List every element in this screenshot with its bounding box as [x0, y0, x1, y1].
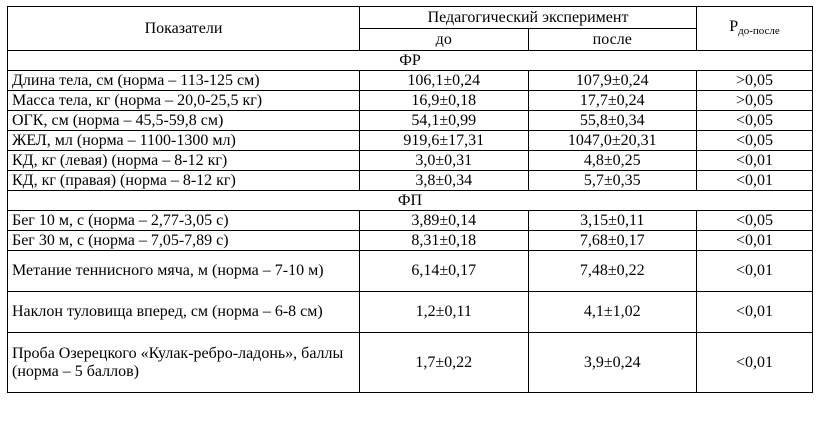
row-after: 4,1±1,02: [528, 292, 697, 333]
row-before: 106,1±0,24: [360, 71, 529, 91]
row-name: Метание теннисного мяча, м (норма – 7-10 м): [8, 251, 360, 292]
row-name: Масса тела, кг (норма – 20,0-25,5 кг): [8, 91, 360, 111]
row-before: 3,8±0,34: [360, 171, 529, 191]
header-p-sub: до-после: [738, 24, 780, 37]
row-after: 3,9±0,24: [528, 333, 697, 393]
row-name: Бег 30 м, с (норма – 7,05-7,89 с): [8, 231, 360, 251]
table-row: [8, 151, 813, 171]
row-name: Проба Озерецкого «Кулак-ребро-ладонь», баллы (норма – 5 баллов): [8, 333, 360, 393]
section-title-fr: ФР: [8, 51, 813, 71]
row-p: <0,05: [697, 211, 813, 231]
row-name: КД, кг (правая) (норма – 8-12 кг): [8, 171, 360, 191]
results-table-container: [7, 6, 813, 393]
row-after: 55,8±0,34: [528, 111, 697, 131]
table-row: [8, 231, 813, 251]
table-row: [8, 251, 813, 292]
row-p: <0,05: [697, 131, 813, 151]
table-row: [8, 171, 813, 191]
row-before: 1,7±0,22: [360, 333, 529, 393]
table-row: [8, 211, 813, 231]
row-before: 8,31±0,18: [360, 231, 529, 251]
header-experiment: Педагогический эксперимент: [360, 7, 697, 29]
row-before: 919,6±17,31: [360, 131, 529, 151]
row-p: <0,05: [697, 111, 813, 131]
row-before: 1,2±0,11: [360, 292, 529, 333]
header-indicators: Показатели: [8, 7, 360, 51]
header-p-main: P: [729, 17, 739, 35]
table-row: [8, 333, 813, 393]
row-after: 4,8±0,25: [528, 151, 697, 171]
row-name: Бег 10 м, с (норма – 2,77-3,05 с): [8, 211, 360, 231]
row-after: 3,15±0,11: [528, 211, 697, 231]
row-after: 107,9±0,24: [528, 71, 697, 91]
table-row: [8, 131, 813, 151]
row-p: <0,01: [697, 231, 813, 251]
row-p: <0,01: [697, 333, 813, 393]
row-after: 5,7±0,35: [528, 171, 697, 191]
table-row: [8, 292, 813, 333]
row-before: 6,14±0,17: [360, 251, 529, 292]
row-name: Наклон туловища вперед, см (норма – 6-8 см): [8, 292, 360, 333]
row-name: ОГК, см (норма – 45,5-59,8 см): [8, 111, 360, 131]
row-before: 3,89±0,14: [360, 211, 529, 231]
row-before: 16,9±0,18: [360, 91, 529, 111]
table-row: [8, 71, 813, 91]
row-p: <0,01: [697, 292, 813, 333]
row-name: КД, кг (левая) (норма – 8-12 кг): [8, 151, 360, 171]
row-name: Длина тела, см (норма – 113-125 см): [8, 71, 360, 91]
row-p: >0,05: [697, 71, 813, 91]
row-after: 7,48±0,22: [528, 251, 697, 292]
row-after: 7,68±0,17: [528, 231, 697, 251]
table-row: [8, 91, 813, 111]
row-p: <0,01: [697, 151, 813, 171]
row-p: >0,05: [697, 91, 813, 111]
header-before: до: [360, 29, 529, 51]
row-name: ЖЕЛ, мл (норма – 1100-1300 мл): [8, 131, 360, 151]
row-before: 3,0±0,31: [360, 151, 529, 171]
header-p: [697, 7, 813, 51]
row-p: <0,01: [697, 171, 813, 191]
row-before: 54,1±0,99: [360, 111, 529, 131]
row-p: <0,01: [697, 251, 813, 292]
header-after: после: [528, 29, 697, 51]
section-title-fp: ФП: [8, 191, 813, 211]
results-table: [7, 6, 813, 393]
table-row: [8, 111, 813, 131]
row-after: 1047,0±20,31: [528, 131, 697, 151]
row-after: 17,7±0,24: [528, 91, 697, 111]
